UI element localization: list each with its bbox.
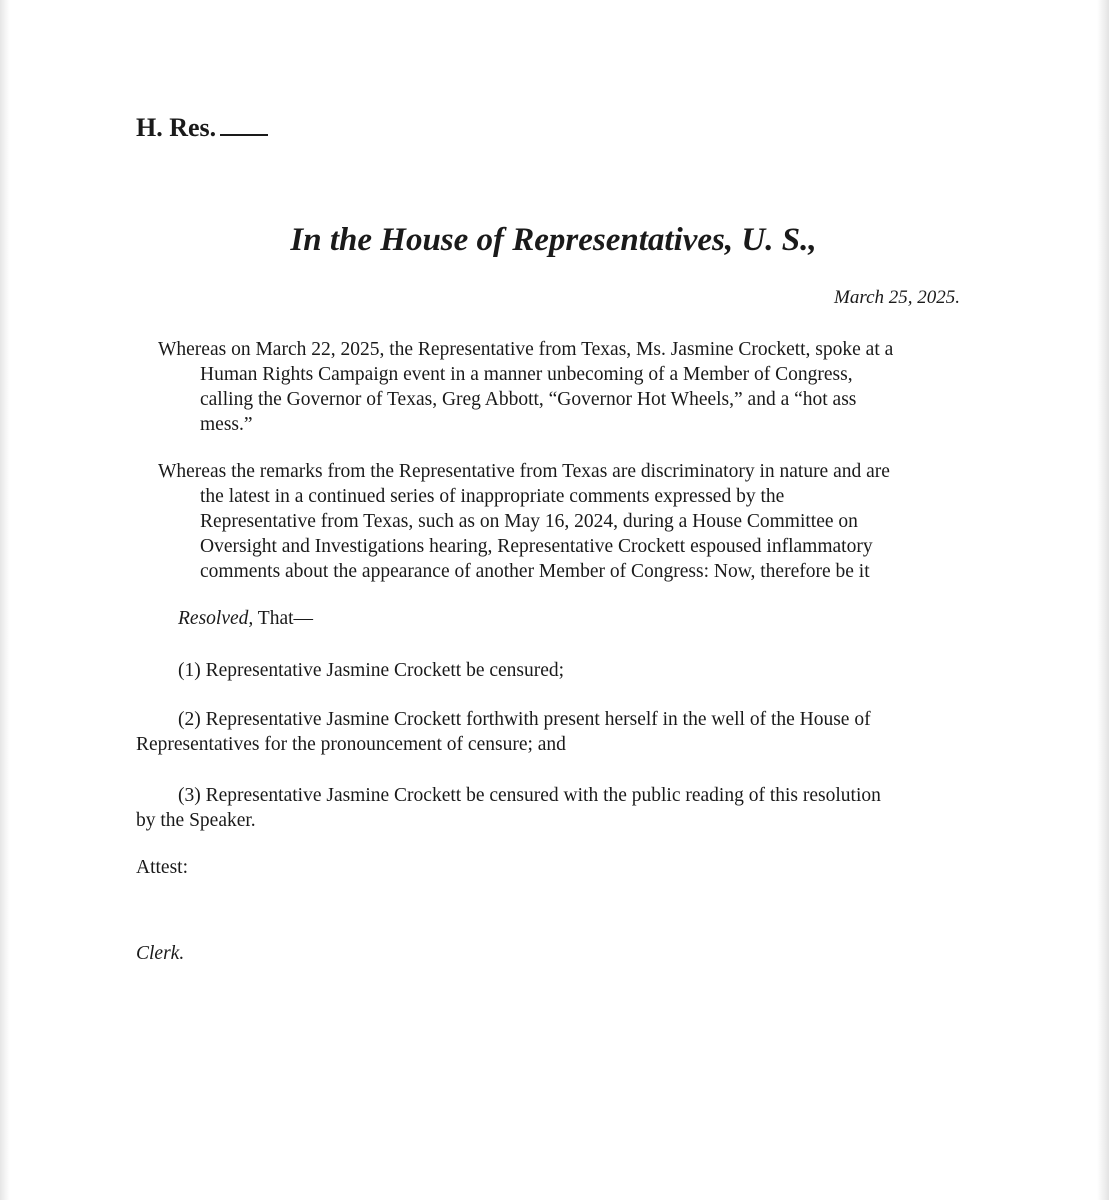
resolved-line xyxy=(178,608,313,630)
whereas-line: Whereas on March 22, 2025, the Representative from Texas, Ms. Jasmine Crockett, spoke at a xyxy=(158,339,894,360)
resolved-rest: That— xyxy=(253,608,314,629)
whereas-line: Whereas the remarks from the Representative from Texas are discriminatory in nature and are xyxy=(158,461,890,482)
clause-line: (1) Representative Jasmine Crockett be censured; xyxy=(178,660,565,681)
document-page xyxy=(10,0,1097,1200)
page-shadow-left xyxy=(0,0,10,1200)
bill-number-blank xyxy=(220,112,268,136)
whereas-clause xyxy=(158,459,988,584)
clause-line: Representatives for the pronouncement of censure; and xyxy=(136,734,566,755)
whereas-line: mess.” xyxy=(200,414,253,435)
whereas-line: Representative from Texas, such as on May 16, 2024, during a House Committee on xyxy=(200,511,858,532)
clause-line: by the Speaker. xyxy=(136,810,256,831)
whereas-line: calling the Governor of Texas, Greg Abbott, “Governor Hot Wheels,” and a “hot ass xyxy=(200,389,857,410)
resolution-date: March 25, 2025. xyxy=(834,287,960,308)
page-shadow-right xyxy=(1097,0,1109,1200)
resolution-clause xyxy=(136,707,986,757)
whereas-line: comments about the appearance of another Member of Congress: Now, therefore be it xyxy=(200,561,870,582)
bill-number-header xyxy=(136,112,268,143)
attest-label: Attest: xyxy=(136,857,188,878)
clause-line: (2) Representative Jasmine Crockett forthwith present herself in the well of the House of xyxy=(178,709,871,730)
whereas-clause xyxy=(158,337,988,437)
whereas-line: Oversight and Investigations hearing, Representative Crockett espoused inflammatory xyxy=(200,536,873,557)
whereas-line: the latest in a continued series of inappropriate comments expressed by the xyxy=(200,486,785,507)
bill-label: H. Res. xyxy=(136,113,217,142)
whereas-line: Human Rights Campaign event in a manner unbecoming of a Member of Congress, xyxy=(200,364,853,385)
resolution-clause xyxy=(136,783,986,833)
house-heading: In the House of Representatives, U. S., xyxy=(290,222,817,258)
clerk-label: Clerk. xyxy=(136,943,185,964)
clause-line: (3) Representative Jasmine Crockett be censured with the public reading of this resolution xyxy=(178,785,881,806)
resolved-word: Resolved, xyxy=(178,608,254,629)
resolution-clause xyxy=(136,658,986,683)
